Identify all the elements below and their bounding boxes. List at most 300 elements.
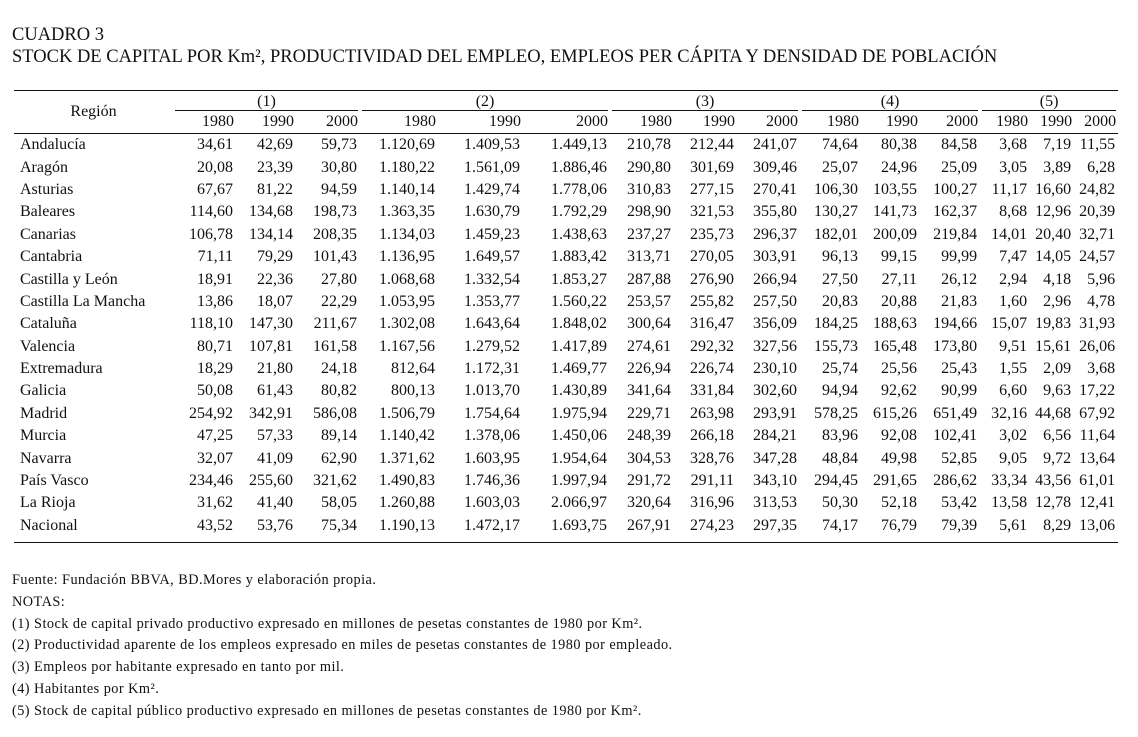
- table-cell: 141,73: [873, 203, 918, 221]
- table-cell: 277,15: [690, 180, 735, 198]
- table-cell: 328,76: [690, 449, 735, 467]
- table-cell: 25,09: [941, 158, 978, 176]
- table-row: [14, 380, 1118, 402]
- table-cell: 1,60: [999, 292, 1028, 310]
- table-cell: 71,11: [197, 248, 233, 266]
- table-cell: 94,94: [822, 382, 859, 400]
- table-cell: 298,90: [627, 203, 672, 221]
- table-cell: 1.459,23: [464, 225, 521, 243]
- table-cell: 24,82: [1079, 180, 1116, 198]
- region-name: Canarias: [20, 225, 76, 243]
- table-cell: 255,82: [690, 292, 735, 310]
- table-cell: 89,14: [321, 427, 358, 445]
- table-cell: 321,62: [313, 472, 358, 490]
- table-cell: 165,48: [873, 337, 918, 355]
- region-name: País Vasco: [20, 472, 89, 490]
- year-header: 2000: [523, 111, 610, 134]
- table-cell: 1.886,46: [551, 158, 608, 176]
- table-row: [14, 268, 1118, 290]
- table-cell: 1.561,09: [464, 158, 521, 176]
- table-cell: 1.848,02: [551, 315, 608, 333]
- table-cell: 294,45: [814, 472, 859, 490]
- table-cell: 291,65: [873, 472, 918, 490]
- table-cell: 293,91: [753, 404, 798, 422]
- table-cell: 327,56: [753, 337, 798, 355]
- group-header-5: (5): [980, 91, 1118, 111]
- table-cell: 1.172,31: [464, 360, 521, 378]
- region-name: Andalucía: [20, 136, 86, 154]
- year-header: 1990: [861, 111, 920, 134]
- year-header: 1990: [1030, 111, 1074, 134]
- table-cell: 25,43: [941, 360, 978, 378]
- table-cell: 84,58: [941, 136, 978, 154]
- table-cell: 5,61: [999, 516, 1028, 534]
- region-name: Galicia: [20, 382, 67, 400]
- table-cell: 9,51: [999, 337, 1028, 355]
- table-cell: 12,96: [1035, 203, 1072, 221]
- region-name: Asturias: [20, 180, 74, 198]
- table-cell: 253,57: [627, 292, 672, 310]
- table-row: [14, 358, 1118, 380]
- table-cell: 1.506,79: [379, 404, 436, 422]
- year-header: 1980: [360, 111, 438, 134]
- table-cell: 1.883,42: [551, 248, 608, 266]
- table-cell: 1.560,22: [551, 292, 608, 310]
- table-cell: 1.975,94: [551, 404, 608, 422]
- table-cell: 320,64: [627, 494, 672, 512]
- table-cell: 341,64: [627, 382, 672, 400]
- table-cell: 304,53: [627, 449, 672, 467]
- table-cell: 356,09: [753, 315, 798, 333]
- table-cell: 26,06: [1079, 337, 1116, 355]
- table-cell: 42,69: [257, 136, 293, 154]
- table-cell: 24,96: [881, 158, 918, 176]
- table-number: CUADRO 3: [12, 25, 104, 45]
- table-cell: 316,96: [690, 494, 735, 512]
- region-name: Baleares: [20, 203, 76, 221]
- table-cell: 9,72: [1043, 449, 1072, 467]
- table-cell: 194,66: [933, 315, 978, 333]
- table-cell: 267,91: [627, 516, 672, 534]
- table-cell: 12,41: [1079, 494, 1116, 512]
- table-cell: 210,78: [627, 136, 672, 154]
- table-cell: 1.746,36: [464, 472, 521, 490]
- table-cell: 15,07: [991, 315, 1028, 333]
- table-cell: 226,94: [627, 360, 672, 378]
- bottom-rule: [14, 542, 1118, 543]
- table-title: STOCK DE CAPITAL POR Km², PRODUCTIVIDAD DEL EMPLEO, EMPLEOS PER CÁPITA Y DENSIDAD DE POBLACIÓN: [12, 47, 998, 67]
- region-name: Cataluña: [20, 315, 77, 333]
- notes-section: [12, 570, 673, 723]
- group-header-2: (2): [360, 91, 610, 111]
- table-cell: 1.332,54: [464, 270, 521, 288]
- table-cell: 3,68: [999, 136, 1028, 154]
- table-cell: 1.371,62: [379, 449, 436, 467]
- table-cell: 31,93: [1079, 315, 1116, 333]
- table-cell: 1.429,74: [464, 180, 521, 198]
- table-cell: 316,47: [690, 315, 735, 333]
- table-cell: 47,25: [197, 427, 233, 445]
- table-cell: 226,74: [690, 360, 735, 378]
- table-cell: 321,53: [690, 203, 735, 221]
- table-cell: 1.363,35: [379, 203, 436, 221]
- table-cell: 80,38: [881, 136, 918, 154]
- table-cell: 80,82: [321, 382, 358, 400]
- table-row: [14, 156, 1118, 178]
- table-cell: 9,63: [1043, 382, 1072, 400]
- table-cell: 130,27: [814, 203, 859, 221]
- table-cell: 1.430,89: [551, 382, 608, 400]
- table-row: [14, 403, 1118, 425]
- table-cell: 4,78: [1087, 292, 1116, 310]
- table-cell: 24,57: [1079, 248, 1116, 266]
- table-cell: 219,84: [933, 225, 978, 243]
- note-4: (4) Habitantes por Km².: [12, 680, 160, 697]
- table-cell: 1.260,88: [379, 494, 436, 512]
- table-cell: 31,62: [197, 494, 233, 512]
- table-cell: 1.754,64: [464, 404, 521, 422]
- table-cell: 6,60: [999, 382, 1028, 400]
- table-cell: 7,47: [999, 248, 1028, 266]
- table-cell: 21,80: [257, 360, 293, 378]
- table-cell: 208,35: [313, 225, 358, 243]
- table-cell: 248,39: [627, 427, 672, 445]
- year-header: 1980: [610, 111, 674, 134]
- table-cell: 41,40: [257, 494, 293, 512]
- table-cell: 800,13: [391, 382, 436, 400]
- table-cell: 18,07: [257, 292, 293, 310]
- table-cell: 67,92: [1079, 404, 1116, 422]
- table-cell: 118,10: [189, 315, 233, 333]
- table-cell: 286,62: [933, 472, 978, 490]
- table-cell: 300,64: [627, 315, 672, 333]
- table-row: [14, 336, 1118, 358]
- table-cell: 1.190,13: [379, 516, 436, 534]
- table-cell: 21,83: [941, 292, 978, 310]
- table-cell: 287,88: [627, 270, 672, 288]
- table-cell: 32,07: [197, 449, 233, 467]
- table-cell: 24,18: [321, 360, 358, 378]
- table-cell: 3,05: [999, 158, 1028, 176]
- table-cell: 3,02: [999, 427, 1028, 445]
- table-cell: 2,94: [999, 270, 1028, 288]
- table-cell: 79,39: [941, 516, 978, 534]
- table-cell: 257,50: [753, 292, 798, 310]
- table-cell: 25,56: [881, 360, 918, 378]
- table-cell: 34,61: [197, 136, 233, 154]
- table-cell: 578,25: [814, 404, 859, 422]
- table-cell: 4,18: [1043, 270, 1072, 288]
- table-cell: 74,17: [822, 516, 859, 534]
- source-note: Fuente: Fundación BBVA, BD.Mores y elaboración propia.: [12, 572, 377, 588]
- table-cell: 161,58: [313, 337, 358, 355]
- table-cell: 26,12: [941, 270, 978, 288]
- table-cell: 15,61: [1035, 337, 1072, 355]
- table-cell: 13,58: [991, 494, 1028, 512]
- table-cell: 291,72: [627, 472, 672, 490]
- region-name: Murcia: [20, 427, 67, 445]
- note-5: (5) Stock de capital público productivo expresado en millones de pesetas constantes de 1980 por Km².: [12, 702, 642, 719]
- table-cell: 229,71: [627, 404, 672, 422]
- table-cell: 1.853,27: [551, 270, 608, 288]
- table-cell: 241,07: [753, 136, 798, 154]
- table-cell: 263,98: [690, 404, 735, 422]
- table-cell: 343,10: [753, 472, 798, 490]
- table-cell: 48,84: [822, 449, 859, 467]
- table-cell: 22,29: [321, 292, 358, 310]
- table-row: [14, 201, 1118, 223]
- note-1: (1) Stock de capital privado productivo expresado en millones de pesetas constantes de 1980 por Km².: [12, 615, 643, 632]
- table-row: [14, 291, 1118, 313]
- table-cell: 50,08: [197, 382, 233, 400]
- table-row: [14, 134, 1118, 157]
- year-header: 2000: [296, 111, 360, 134]
- table-cell: 20,88: [881, 292, 918, 310]
- region-name: Extremadura: [20, 360, 103, 378]
- table-cell: 6,56: [1043, 427, 1072, 445]
- table-cell: 355,80: [753, 203, 798, 221]
- year-header: 2000: [737, 111, 800, 134]
- table-row: [14, 425, 1118, 447]
- table-cell: 8,29: [1043, 516, 1072, 534]
- table-cell: 106,78: [189, 225, 233, 243]
- table-cell: 342,91: [249, 404, 293, 422]
- table-row: [14, 447, 1118, 469]
- table-cell: 8,68: [999, 203, 1028, 221]
- year-header: 2000: [920, 111, 980, 134]
- table-body: [14, 134, 1118, 538]
- table-cell: 22,36: [257, 270, 293, 288]
- table-cell: 76,79: [881, 516, 918, 534]
- region-name: Cantabria: [20, 248, 83, 266]
- table-cell: 17,22: [1079, 382, 1116, 400]
- table-cell: 57,33: [257, 427, 293, 445]
- table-cell: 147,30: [249, 315, 293, 333]
- table-cell: 53,42: [941, 494, 978, 512]
- table-cell: 1.997,94: [551, 472, 608, 490]
- table-cell: 14,05: [1035, 248, 1072, 266]
- table-cell: 102,41: [933, 427, 978, 445]
- table-cell: 1.792,29: [551, 203, 608, 221]
- region-name: La Rioja: [20, 494, 76, 512]
- table-cell: 43,52: [197, 516, 233, 534]
- table-cell: 184,25: [814, 315, 859, 333]
- table-cell: 90,99: [941, 382, 978, 400]
- table-cell: 61,01: [1079, 472, 1116, 490]
- table-cell: 212,44: [690, 136, 735, 154]
- table-cell: 32,71: [1079, 225, 1116, 243]
- table-cell: 1.490,83: [379, 472, 436, 490]
- table-cell: 13,64: [1079, 449, 1116, 467]
- table-cell: 25,74: [822, 360, 859, 378]
- table-cell: 235,73: [690, 225, 735, 243]
- table-cell: 310,83: [627, 180, 672, 198]
- table-cell: 1.053,95: [379, 292, 436, 310]
- table-cell: 1.136,95: [379, 248, 436, 266]
- table-cell: 18,29: [197, 360, 233, 378]
- group-header-row: [14, 91, 1118, 111]
- table-cell: 20,39: [1079, 203, 1116, 221]
- table-cell: 2.066,97: [551, 494, 608, 512]
- table-cell: 270,41: [753, 180, 798, 198]
- table-cell: 19,83: [1035, 315, 1072, 333]
- table-cell: 49,98: [881, 449, 918, 467]
- table-cell: 81,22: [257, 180, 293, 198]
- table-cell: 74,64: [822, 136, 859, 154]
- table-cell: 254,92: [189, 404, 233, 422]
- table-cell: 155,73: [814, 337, 859, 355]
- table-cell: 290,80: [627, 158, 672, 176]
- table-cell: 20,40: [1035, 225, 1072, 243]
- table-cell: 5,96: [1087, 270, 1116, 288]
- table-cell: 32,16: [991, 404, 1028, 422]
- table-cell: 586,08: [313, 404, 358, 422]
- table-cell: 99,15: [881, 248, 918, 266]
- table-cell: 230,10: [753, 360, 798, 378]
- table-cell: 50,30: [822, 494, 859, 512]
- table-cell: 103,55: [873, 180, 918, 198]
- region-name: Valencia: [20, 337, 76, 355]
- table-cell: 13,86: [197, 292, 233, 310]
- region-name: Nacional: [20, 516, 78, 534]
- table-cell: 67,67: [197, 180, 233, 198]
- table-cell: 18,91: [197, 270, 233, 288]
- table-cell: 266,18: [690, 427, 735, 445]
- table-cell: 255,60: [249, 472, 293, 490]
- table-cell: 14,01: [991, 225, 1028, 243]
- table-cell: 291,11: [690, 472, 735, 490]
- year-header: 1980: [980, 111, 1030, 134]
- table-cell: 44,68: [1035, 404, 1072, 422]
- table-cell: 11,64: [1079, 427, 1116, 445]
- group-header-1: (1): [173, 91, 360, 111]
- table-cell: 52,85: [941, 449, 978, 467]
- table-cell: 94,59: [321, 180, 358, 198]
- table-cell: 1.167,56: [379, 337, 436, 355]
- table-cell: 27,50: [822, 270, 859, 288]
- table-cell: 188,63: [873, 315, 918, 333]
- table-cell: 292,32: [690, 337, 735, 355]
- table-cell: 1.180,22: [379, 158, 436, 176]
- table-cell: 347,28: [753, 449, 798, 467]
- table-cell: 284,21: [753, 427, 798, 445]
- table-cell: 11,17: [991, 180, 1028, 198]
- table-cell: 1.378,06: [464, 427, 521, 445]
- table-cell: 1.630,79: [464, 203, 521, 221]
- table-cell: 13,06: [1079, 516, 1116, 534]
- table-row: [14, 470, 1118, 492]
- table-cell: 1.450,06: [551, 427, 608, 445]
- table-cell: 11,55: [1079, 136, 1116, 154]
- table-cell: 302,60: [753, 382, 798, 400]
- table-cell: 309,46: [753, 158, 798, 176]
- table-cell: 7,19: [1043, 136, 1072, 154]
- table-cell: 1.409,53: [464, 136, 521, 154]
- region-column-header: Región: [14, 91, 173, 134]
- table-cell: 114,60: [189, 203, 233, 221]
- region-name: Navarra: [20, 449, 72, 467]
- table-cell: 99,99: [941, 248, 978, 266]
- table-cell: 61,43: [257, 382, 293, 400]
- table-heading: [12, 24, 997, 68]
- table-cell: 1.120,69: [379, 136, 436, 154]
- table-row: [14, 515, 1118, 537]
- table-cell: 1.472,17: [464, 516, 521, 534]
- table-cell: 1.417,89: [551, 337, 608, 355]
- table-cell: 1.954,64: [551, 449, 608, 467]
- table-cell: 1.449,13: [551, 136, 608, 154]
- notes-heading: NOTAS:: [12, 593, 66, 610]
- table-cell: 58,05: [321, 494, 358, 512]
- table-cell: 3,89: [1043, 158, 1072, 176]
- table-cell: 3,68: [1087, 360, 1116, 378]
- table-cell: 1.134,03: [379, 225, 436, 243]
- table-cell: 2,09: [1043, 360, 1072, 378]
- table-cell: 331,84: [690, 382, 735, 400]
- year-header: 1990: [438, 111, 523, 134]
- table-cell: 16,60: [1035, 180, 1072, 198]
- table-cell: 20,83: [822, 292, 859, 310]
- table-cell: 1.778,06: [551, 180, 608, 198]
- table-cell: 303,91: [753, 248, 798, 266]
- table-cell: 301,69: [690, 158, 735, 176]
- year-header: 1990: [674, 111, 737, 134]
- table-cell: 33,34: [991, 472, 1028, 490]
- table-cell: 25,07: [822, 158, 859, 176]
- region-name: Madrid: [20, 404, 68, 422]
- table-cell: 1.693,75: [551, 516, 608, 534]
- table-cell: 812,64: [391, 360, 436, 378]
- table-cell: 297,35: [753, 516, 798, 534]
- table-row: [14, 179, 1118, 201]
- table-cell: 30,80: [321, 158, 358, 176]
- table-row: [14, 224, 1118, 246]
- table-cell: 92,62: [881, 382, 918, 400]
- table-row: [14, 492, 1118, 514]
- table-cell: 134,68: [249, 203, 293, 221]
- year-header: 1980: [800, 111, 861, 134]
- table-cell: 134,14: [249, 225, 293, 243]
- table-cell: 1.438,63: [551, 225, 608, 243]
- table-cell: 53,76: [257, 516, 293, 534]
- table-cell: 79,29: [257, 248, 293, 266]
- table-cell: 651,49: [933, 404, 978, 422]
- table-cell: 2,96: [1043, 292, 1072, 310]
- table-cell: 1.302,08: [379, 315, 436, 333]
- table-cell: 313,53: [753, 494, 798, 512]
- table-cell: 1.068,68: [379, 270, 436, 288]
- table-cell: 198,73: [313, 203, 358, 221]
- table-cell: 27,80: [321, 270, 358, 288]
- table-cell: 274,61: [627, 337, 672, 355]
- table-cell: 270,05: [690, 248, 735, 266]
- table-cell: 52,18: [881, 494, 918, 512]
- table-cell: 100,27: [933, 180, 978, 198]
- region-name: Castilla La Mancha: [20, 292, 146, 310]
- group-header-3: (3): [610, 91, 800, 111]
- table-row: [14, 246, 1118, 268]
- table-cell: 1.643,64: [464, 315, 521, 333]
- table-cell: 1.013,70: [464, 382, 521, 400]
- note-3: (3) Empleos por habitante expresado en tanto por mil.: [12, 659, 345, 676]
- table-cell: 107,81: [249, 337, 293, 355]
- table-cell: 101,43: [313, 248, 358, 266]
- table-cell: 75,34: [321, 516, 358, 534]
- table-cell: 59,73: [321, 136, 358, 154]
- table-cell: 1.353,77: [464, 292, 521, 310]
- table-cell: 92,08: [881, 427, 918, 445]
- region-name: Aragón: [20, 158, 68, 176]
